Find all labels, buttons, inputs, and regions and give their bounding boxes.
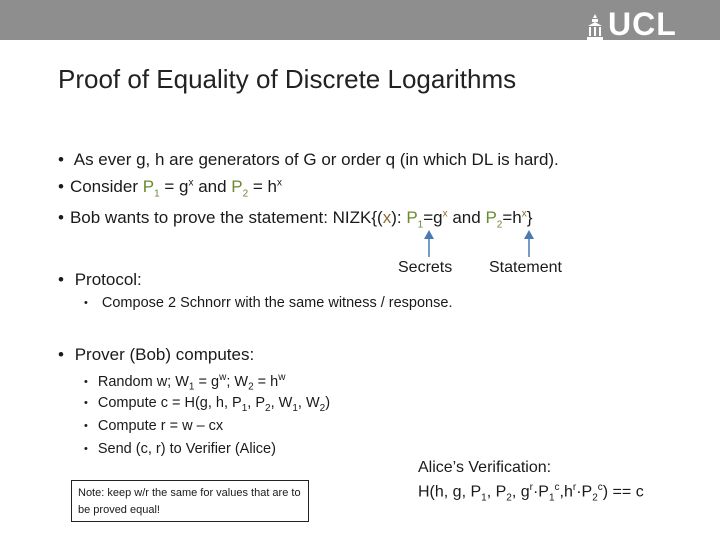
verification-title: Alice’s Verification: (418, 459, 552, 476)
bullet-protocol-sub (84, 295, 452, 311)
bullet-text: Protocol: (74, 270, 142, 289)
bullet-text: Prover (Bob) computes: (74, 345, 255, 364)
step-compute-r: • Compute r = w – cx (84, 418, 223, 434)
text: Bob wants to prove the statement: NIZK{( (69, 208, 383, 227)
p1-letter: P (142, 177, 155, 196)
p1-sub: 1 (154, 188, 160, 200)
step-compute-c: • Compute c = H(g, h, $P_1$, $P_2$, $W_1$, $W_2$) (84, 395, 330, 414)
text: =h (502, 208, 522, 227)
exp: x (188, 177, 194, 189)
secret-x: x (382, 208, 392, 227)
text: and (193, 177, 232, 196)
secrets-arrowhead (424, 230, 434, 239)
verification-formula: H(h, g, $P_1$, $P_2$, $g^r\cdot P_1^c,h^r\cdot P_2^c) == c$ (418, 482, 644, 504)
text: =g (423, 208, 443, 227)
p2-sub: 2 (496, 219, 503, 231)
slide-title: Proof of Equality of Discrete Logarithms (58, 64, 517, 94)
p2-sub: 2 (242, 188, 249, 200)
bullet-text: As ever g, h are generators of G or order q (in which DL is hard). (73, 150, 559, 169)
exp: x (277, 177, 283, 189)
p2-letter: P (231, 177, 243, 196)
text: ): (391, 208, 407, 227)
p1-sub: 1 (417, 219, 424, 231)
statement-arrowhead (524, 230, 534, 239)
text: and (447, 208, 486, 227)
step-send: • Send (c, r) to Verifier (Alice) (84, 441, 276, 457)
statement-label: Statement (489, 259, 562, 276)
bullet-prover (58, 345, 254, 365)
text: } (526, 208, 533, 227)
verification-block (418, 458, 644, 509)
exp: x (521, 208, 527, 220)
text: = g (159, 177, 189, 196)
p2-letter: P (485, 208, 497, 227)
step-random: • Random w; $W_1 = g^w$; $W_2 = h^w$ (84, 372, 285, 393)
text: Consider (69, 177, 143, 196)
secrets-label: Secrets (398, 259, 453, 276)
exp: x (442, 208, 448, 220)
p1-letter: P (406, 208, 418, 227)
logo-text: UCL (608, 6, 677, 42)
note-box: Note: keep w/r the same for values that are to be proved equal! (71, 480, 309, 522)
bullet-text: Compose 2 Schnorr with the same witness / response. (101, 295, 453, 311)
bullet-protocol (58, 270, 142, 290)
text: = h (248, 177, 278, 196)
